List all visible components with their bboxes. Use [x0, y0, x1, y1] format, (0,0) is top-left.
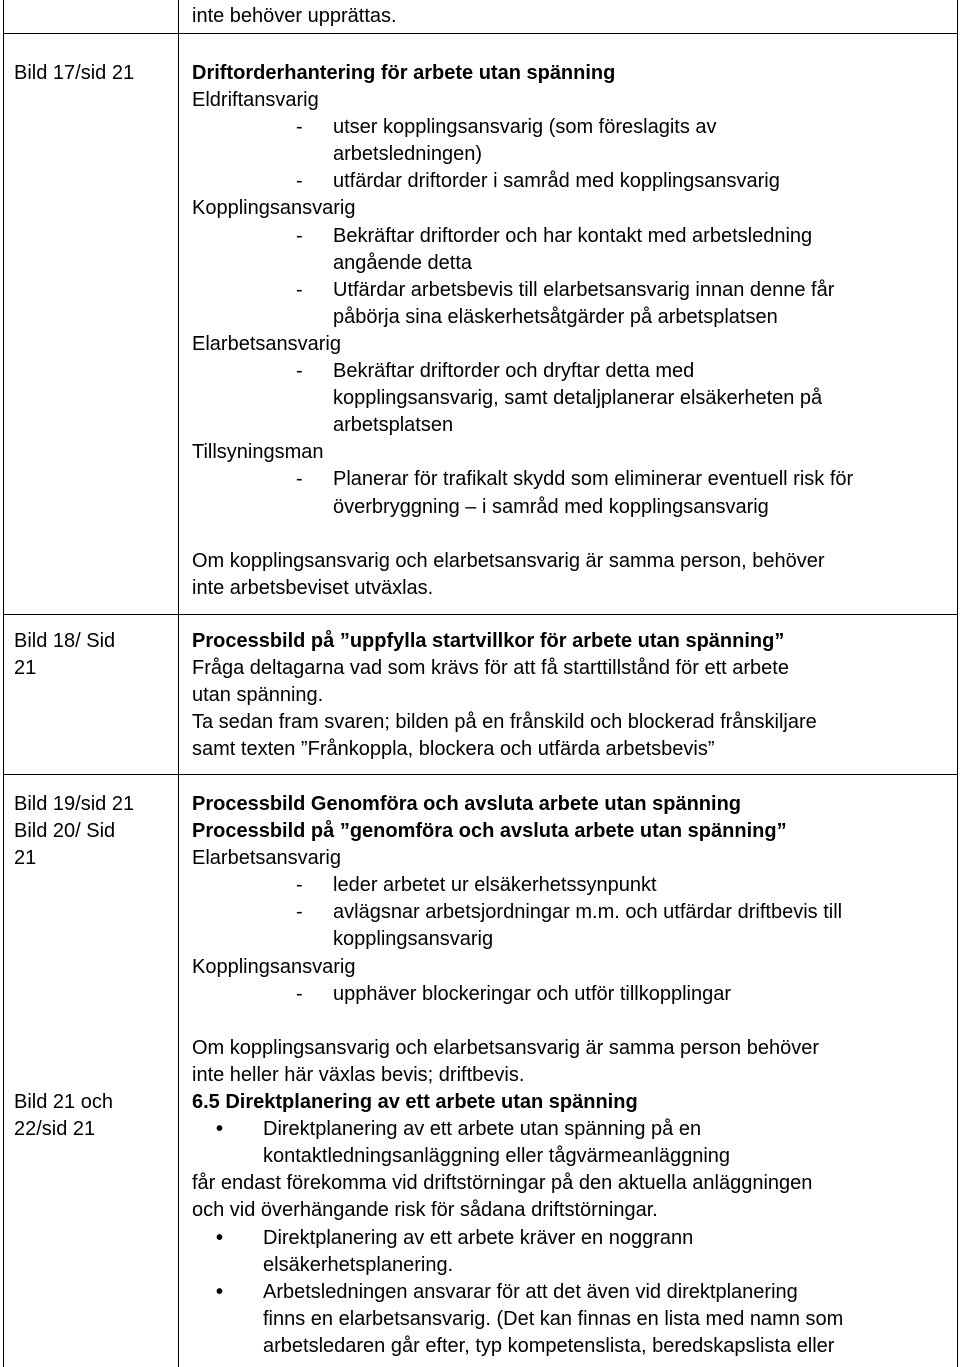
slide-ref-cell: [4, 615, 179, 774]
list-item-text: utfärdar driftorder i samråd med kopplingsansvarig: [333, 170, 780, 193]
list-item-text: leder arbetet ur elsäkerhetssynpunkt: [333, 874, 657, 897]
list-item-text: utser kopplingsansvarig (som föreslagits av arbetsledningen): [333, 116, 717, 166]
bullet-text: Direktplanering av ett arbete utan spänning på en kontaktledningsanläggning eller tågvärmeanläggning: [263, 1118, 731, 1168]
content-cell: [179, 34, 957, 614]
slide-ref-label: Bild 18/ Sid 21: [14, 630, 116, 680]
dash-marker: -: [296, 224, 303, 247]
table-row: [4, 775, 957, 1367]
role-title: Eldriftansvarig: [192, 89, 319, 112]
dash-marker: -: [296, 170, 303, 193]
role-title: Tillsyningsman: [192, 441, 324, 464]
continuation-text: inte behöver upprättas.: [192, 5, 397, 27]
bullet-item: [192, 1279, 957, 1360]
slide-ref-cell: [4, 34, 179, 614]
dash-marker: -: [296, 982, 303, 1005]
list-item-text: Bekräftar driftorder och dryftar detta med kopplingsansvarig, samt detaljplanerar elsäkerheten på arbetsplatsen: [333, 360, 823, 437]
bullet-marker: •: [216, 1226, 224, 1249]
list-item: [192, 899, 957, 953]
list-item: [192, 872, 957, 899]
subsection-heading: 6.5 Direktplanering av ett arbete utan spänning: [192, 1091, 638, 1114]
bullet-text: Direktplanering av ett arbete kräver en noggrann elsäkerhetsplanering.: [263, 1226, 694, 1276]
lesson-plan-table: [3, 0, 958, 1367]
slide-ref-label: Bild 17/sid 21: [14, 62, 135, 84]
list-item-text: Bekräftar driftorder och har kontakt med arbetsledning angående detta: [333, 224, 813, 274]
bullet-text: Arbetsledningen ansvarar för att det även vid direktplanering finns en elarbetsansvarig. (Det kan finnas en lista med namn som arbetsledaren går efter, typ kompetenslista, beredskapslista eller: [263, 1280, 844, 1357]
list-item-text: upphäver blockeringar och utför tillkopplingar: [333, 982, 732, 1005]
section-heading: Driftorderhantering för arbete utan spänning: [192, 62, 616, 84]
content-cell: [179, 775, 957, 1367]
list-item: [192, 114, 957, 168]
bullet-item: [192, 1225, 957, 1279]
table-row: [4, 0, 957, 34]
list-item: [192, 277, 957, 331]
dash-marker: -: [296, 278, 303, 301]
slide-ref-label: Bild 21 och 22/sid 21: [14, 1091, 113, 1141]
role-title: Elarbetsansvarig: [192, 332, 341, 355]
section-heading: Processbild på ”genomföra och avsluta arbete utan spänning”: [192, 820, 787, 843]
dash-marker: -: [296, 116, 303, 139]
dash-marker: -: [296, 874, 303, 897]
list-item: [192, 981, 957, 1008]
slide-ref-cell: [4, 0, 179, 33]
table-row: [4, 615, 957, 775]
list-item: [192, 358, 957, 439]
note-paragraph: Om kopplingsansvarig och elarbetsansvarig är samma person behöver inte heller här växlas bevis; driftbevis.: [192, 1036, 819, 1086]
dash-marker: -: [296, 468, 303, 491]
bullet-marker: •: [216, 1118, 224, 1141]
instruction-paragraph: Fråga deltagarna vad som krävs för att få starttillstånd för ett arbete utan spänning. Ta sedan fram svaren; bilden på en frånskild och blockerad frånskiljare samt texten ”Frånkoppla, blockera och utfärda arbetsbevis”: [192, 657, 817, 761]
slide-ref-label: Bild 20/ Sid 21: [14, 820, 116, 870]
section-heading: Processbild på ”uppfylla startvillkor för arbete utan spänning”: [192, 630, 785, 652]
dash-marker: -: [296, 901, 303, 924]
content-cell: [179, 0, 957, 33]
list-item-text: Utfärdar arbetsbevis till elarbetsansvarig innan denne får påbörja sina eläskerhetsåtgärder på arbetsplatsen: [333, 278, 835, 328]
list-item: [192, 168, 957, 195]
slide-ref-label: Bild 19/sid 21: [14, 793, 135, 815]
body-paragraph: får endast förekomma vid driftstörningar på den aktuella anläggningen och vid överhängande risk för sådana driftstörningar.: [192, 1172, 813, 1222]
content-cell: [179, 615, 957, 774]
note-paragraph: Om kopplingsansvarig och elarbetsansvarig är samma person, behöver inte arbetsbeviset utväxlas.: [192, 549, 825, 599]
slide-ref-cell: [4, 775, 179, 1367]
table-row: [4, 34, 957, 615]
list-item-text: Planerar för trafikalt skydd som eliminerar eventuell risk för överbryggning – i samråd med kopplingsansvarig: [333, 468, 854, 518]
list-item: [192, 223, 957, 277]
role-title: Kopplingsansvarig: [192, 197, 356, 220]
list-item: [192, 466, 957, 520]
bullet-marker: •: [216, 1280, 224, 1303]
dash-marker: -: [296, 360, 303, 383]
role-title: Kopplingsansvarig: [192, 955, 356, 978]
section-heading: Processbild Genomföra och avsluta arbete utan spänning: [192, 793, 742, 815]
list-item-text: avlägsnar arbetsjordningar m.m. och utfärdar driftbevis till kopplingsansvarig: [333, 901, 843, 951]
bullet-item: [192, 1116, 957, 1170]
role-title: Elarbetsansvarig: [192, 847, 341, 870]
